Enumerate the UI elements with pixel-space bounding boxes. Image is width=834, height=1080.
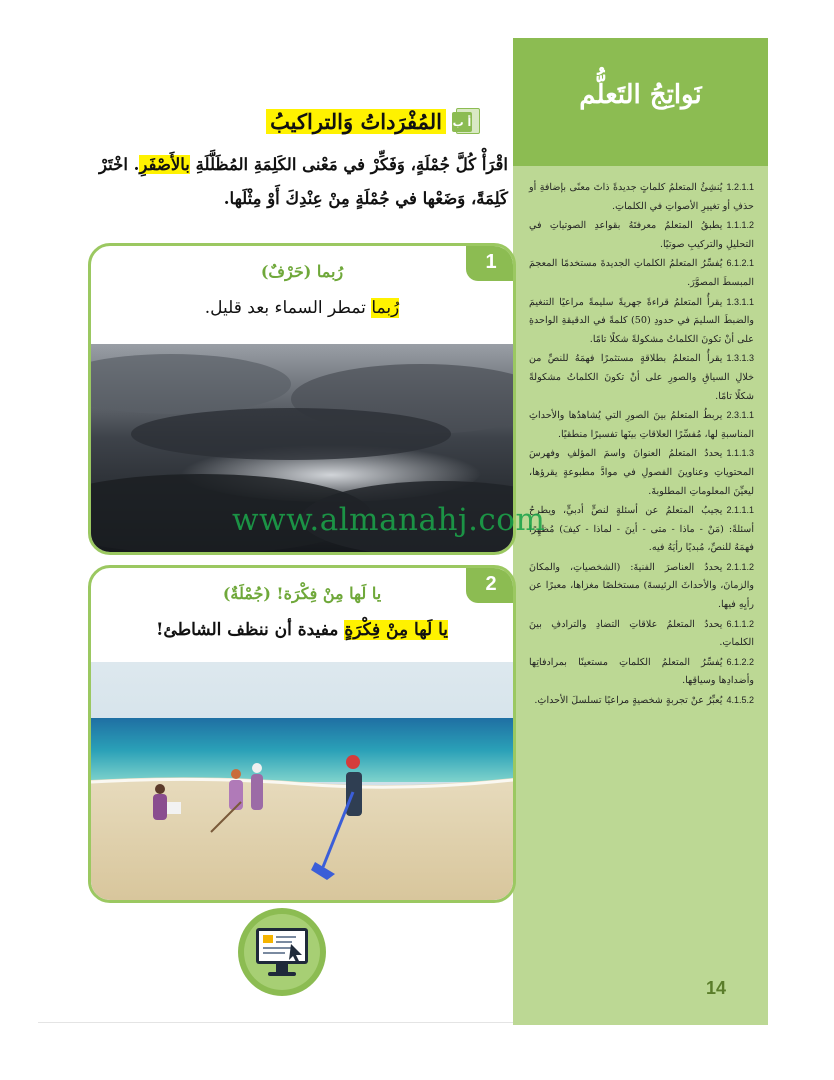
outcome-code: 6.1.2.2 bbox=[726, 656, 754, 667]
outcome-item bbox=[529, 501, 754, 558]
computer-monitor-icon[interactable] bbox=[236, 906, 328, 998]
outcome-item bbox=[529, 444, 754, 501]
outcome-item bbox=[529, 178, 754, 216]
outcome-item bbox=[529, 254, 754, 292]
sentence-highlight: رُبما bbox=[371, 298, 400, 318]
outcome-text: يحددُ العناصرَ الفنيةَ: (الشخصياتِ، والمكانَ والزمانَ، والأحداثَ الرئيسةَ) مستخلصًا مغزاها، معبرًا عن رأيِهِ فيها. bbox=[529, 561, 754, 611]
outcome-item bbox=[529, 558, 754, 615]
outcome-text: يجيبُ المتعلمُ عن أسئلةٍ لنصٍّ أدبيٍّ، ويطرحُ أسئلةً: (مَنْ - ماذا - متى - أينَ - لماذا - كيفَ) مُظهِرًا فهمَهُ للنصِّ، مُبديًا رأيَهُ فيه. bbox=[529, 505, 754, 554]
learning-outcomes-header bbox=[513, 38, 768, 166]
sentence-rest: تمطر السماء بعد قليل. bbox=[204, 298, 372, 318]
outcome-item bbox=[529, 615, 754, 653]
outcome-code: 1.2.1.1 bbox=[726, 182, 754, 192]
outcome-text: يربطُ المتعلمُ بينَ الصورِ التي يُشاهدُها والأحداثِ المناسبةِ لها، مُفسِّرًا العلاقاتِ بينَها تفسيرًا منطقيًا. bbox=[529, 410, 754, 440]
instruction-highlight: بالأَصْفَرِ bbox=[139, 155, 190, 174]
outcome-text: يطبقُ المتعلمُ معرفتَهُ بقواعدِ الصوتياتِ في التحليلِ والتركيبِ صوتيًا. bbox=[529, 220, 754, 250]
card-number-badge: 2 bbox=[466, 565, 516, 603]
bottom-divider bbox=[38, 1022, 513, 1023]
outcome-text: يحددُ المتعلمُ العنوانَ واسمَ المؤلفِ وفهرسَ المحتوياتِ وعناوينَ الفصولِ في موادَّ مطبوعةٍ يقرؤها، ليعيِّنَ المعلوماتِ المطلوبةَ. bbox=[529, 448, 754, 497]
beach-cleanup-photo bbox=[91, 662, 513, 900]
outcome-text: يُفسِّرُ المتعلمُ الكلماتِ الجديدةَ مستخدمًا المعجمَ المبسطَ المصوَّرَ. bbox=[529, 258, 754, 288]
outcome-text: يقرأُ المتعلمُ بطلاقةٍ مستثمرًا فهمَهُ للنصِّ من خلالِ السياقِ والصورِ على أنْ تكونَ الكلماتُ مشكولةً شكلًا تامًا. bbox=[529, 353, 754, 402]
outcome-item bbox=[529, 349, 754, 406]
outcome-item bbox=[529, 293, 754, 350]
outcome-text: يُعبِّرُ عنْ تجربةٍ شخصيةٍ مراعيًا تسلسلَ الأحداثِ. bbox=[534, 695, 723, 707]
book-letters-icon: أ ب bbox=[452, 108, 480, 134]
vocab-card-2 bbox=[88, 565, 516, 903]
outcome-text: يحددُ المتعلمُ علاقاتِ التضادِ والترادفِ بينَ الكلماتِ. bbox=[529, 618, 754, 649]
card-number-badge: 1 bbox=[466, 243, 516, 281]
section-title: المُفْرَداتُ وَالتراكيبُ bbox=[266, 109, 446, 134]
outcome-code: 4.1.5.2 bbox=[726, 695, 754, 706]
outcome-item bbox=[529, 691, 754, 711]
outcome-code: 6.1.2.1 bbox=[726, 258, 754, 269]
outcome-code: 6.1.1.2 bbox=[726, 618, 754, 629]
outcome-code: 2.3.1.1 bbox=[726, 410, 754, 421]
outcome-code: 1.3.1.1 bbox=[726, 296, 754, 307]
outcome-text: يُنشِئُ المتعلمُ كلماتٍ جديدةً ذاتَ معنًى بإضافةِ أو حذفِ أو تغييرِ الأصواتِ في الكلماتِ. bbox=[529, 182, 754, 212]
outcome-code: 1.1.1.3 bbox=[726, 448, 754, 459]
card-word: يا لَها مِنْ فِكْرَة! (جُمْلَةٌ) bbox=[222, 584, 382, 603]
outcome-code: 1.3.1.3 bbox=[726, 353, 754, 364]
card-word: رُبما (حَرْفٌ) bbox=[260, 262, 344, 281]
sentence-highlight: يا لَها مِنْ فِكْرَةٍ bbox=[344, 620, 449, 640]
instruction-part-2: . اخْتَرْ كَلِمَةً، وَضَعْها في جُمْلَةٍ مِنْ عِنْدِكَ أَوْ مِثْلَها. bbox=[99, 155, 508, 208]
sentence-rest: مفيدة أن ننظف الشاطئ! bbox=[155, 620, 345, 640]
outcome-item bbox=[529, 653, 754, 691]
watermark: www.almanahj.com bbox=[232, 502, 546, 538]
outcome-text: يقرأُ المتعلمُ قراءةً جهريةً سليمةً مراعيًا التنغيمَ والضبطَ السليمَ في حدودِ (50) كلمةً في الدقيقةِ الواحدةِ على أنْ تكونَ الكلماتُ مشكولةً شكلًا تامًا. bbox=[529, 296, 754, 345]
learning-outcomes-panel bbox=[513, 38, 768, 1025]
card-sentence bbox=[91, 298, 513, 318]
section-header bbox=[250, 104, 480, 138]
outcome-code: 2.1.1.1 bbox=[726, 505, 754, 516]
outcome-text: يُفسِّرُ المتعلمُ الكلماتِ مستعينًا بمرادفاتِها وأضدادِها وسياقِها. bbox=[529, 656, 754, 687]
card-sentence bbox=[91, 620, 513, 640]
outcome-item bbox=[529, 406, 754, 444]
page-number: 14 bbox=[706, 978, 727, 998]
outcome-code: 1.1.1.2 bbox=[726, 220, 754, 231]
outcome-code: 2.1.1.2 bbox=[726, 561, 754, 572]
outcomes-list bbox=[513, 166, 768, 711]
instruction-text bbox=[88, 148, 508, 216]
instruction-part-1: اقْرَأْ كُلَّ جُمْلَةٍ، وَفَكِّرْ في مَعْنى الكَلِمَةِ المُظَلَّلَةِ bbox=[189, 155, 508, 174]
outcome-item bbox=[529, 216, 754, 254]
learning-outcomes-title: نَواتِجُ التَعلُّم bbox=[579, 80, 702, 110]
